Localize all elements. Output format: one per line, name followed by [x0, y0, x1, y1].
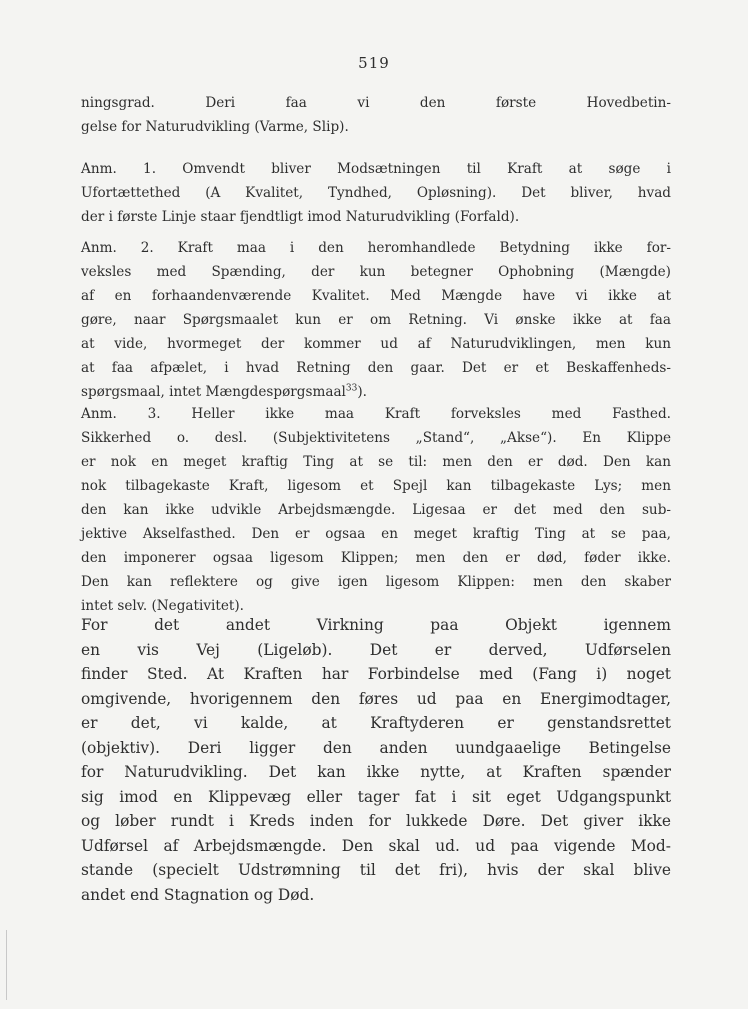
main-line: for Naturudvikling. Det kan ikke nytte, at Kraften spænder	[81, 763, 671, 781]
note-1-line: der i første Linje staar fjendtligt imod Naturudvikling (Forfald).	[81, 209, 520, 225]
note-3-line: Sikkerhed o. desl. (Subjektivitetens „Stand“, „Akse“). En Klippe	[81, 430, 671, 446]
note-3	[81, 402, 671, 618]
note-2-line: at faa afpælet, i hvad Retning den gaar. Det er et Beskaffenheds-	[81, 360, 671, 376]
main-line: og løber rundt i Kreds inden for lukkede Døre. Det giver ikke	[81, 812, 671, 830]
main-paragraph	[81, 613, 671, 907]
note-3-line: er nok en meget kraftig Ting at se til: men den er død. Den kan	[81, 454, 671, 470]
note-3-line: den kan ikke udvikle Arbejdsmængde. Ligesaa er det med den sub-	[81, 502, 671, 518]
note-3-line: Den kan reflektere og give igen ligesom Klippen: men den skaber	[81, 574, 671, 590]
intro-paragraph	[81, 91, 671, 139]
main-line: stande (specielt Udstrømning til det fri), hvis der skal blive	[81, 861, 671, 879]
scan-margin-line	[6, 930, 7, 1000]
note-3-line: den imponerer ogsaa ligesom Klippen; men den er død, føder ikke.	[81, 550, 671, 566]
note-2-line: Anm. 2. Kraft maa i den heromhandlede Betydning ikke for-	[81, 240, 671, 256]
main-line: For det andet Virkning paa Objekt igennem	[81, 616, 671, 634]
note-2-closing: ).	[357, 384, 367, 400]
note-2-text: spørgsmaal, intet Mængdespørgsmaal	[81, 384, 346, 400]
note-1-line: Ufortættethed (A Kvalitet, Tyndhed, Opløsning). Det bliver, hvad	[81, 185, 671, 201]
note-2-line-last	[81, 380, 671, 404]
main-line: er det, vi kalde, at Kraftyderen er genstandsrettet	[81, 714, 671, 732]
note-3-line: jektive Akselfasthed. Den er ogsaa en meget kraftig Ting at se paa,	[81, 526, 671, 542]
note-3-line: intet selv. (Negativitet).	[81, 598, 244, 614]
main-line: finder Sted. At Kraften har Forbindelse med (Fang i) noget	[81, 665, 671, 683]
main-line: en vis Vej (Ligeløb). Det er derved, Udførselen	[81, 640, 671, 659]
footnote-reference: 33	[345, 383, 358, 394]
note-1	[81, 157, 671, 229]
main-line: omgivende, hvorigennem den føres ud paa en Energimodtager,	[81, 689, 671, 708]
main-line: andet end Stagnation og Død.	[81, 885, 315, 904]
note-2-line: gøre, naar Spørgsmaalet kun er om Retning. Vi ønske ikke at faa	[81, 312, 671, 328]
note-3-line: nok tilbagekaste Kraft, ligesom et Spejl kan tilbagekaste Lys; men	[81, 478, 671, 494]
page-number: 519	[358, 54, 390, 72]
main-line: sig imod en Klippevæg eller tager fat i sit eget Udgangspunkt	[81, 787, 671, 806]
note-2-line: at vide, hvormeget der kommer ud af Naturudviklingen, men kun	[81, 336, 671, 352]
note-2	[81, 236, 671, 404]
note-2-line: veksles med Spænding, der kun betegner Ophobning (Mængde)	[81, 264, 671, 280]
main-line: Udførsel af Arbejdsmængde. Den skal ud. ud paa vigende Mod-	[81, 836, 671, 855]
note-2-line: af en forhaandenværende Kvalitet. Med Mængde have vi ikke at	[81, 288, 671, 304]
intro-line-1: ningsgrad. Deri faa vi den første Hovedbetin-	[81, 95, 671, 111]
intro-line-2: gelse for Naturudvikling (Varme, Slip).	[81, 119, 349, 135]
note-1-line: Anm. 1. Omvendt bliver Modsætningen til Kraft at søge i	[81, 161, 671, 177]
main-line: (objektiv). Deri ligger den anden uundgaaelige Betingelse	[81, 738, 671, 757]
note-3-line: Anm. 3. Heller ikke maa Kraft forveksles med Fasthed.	[81, 406, 671, 422]
